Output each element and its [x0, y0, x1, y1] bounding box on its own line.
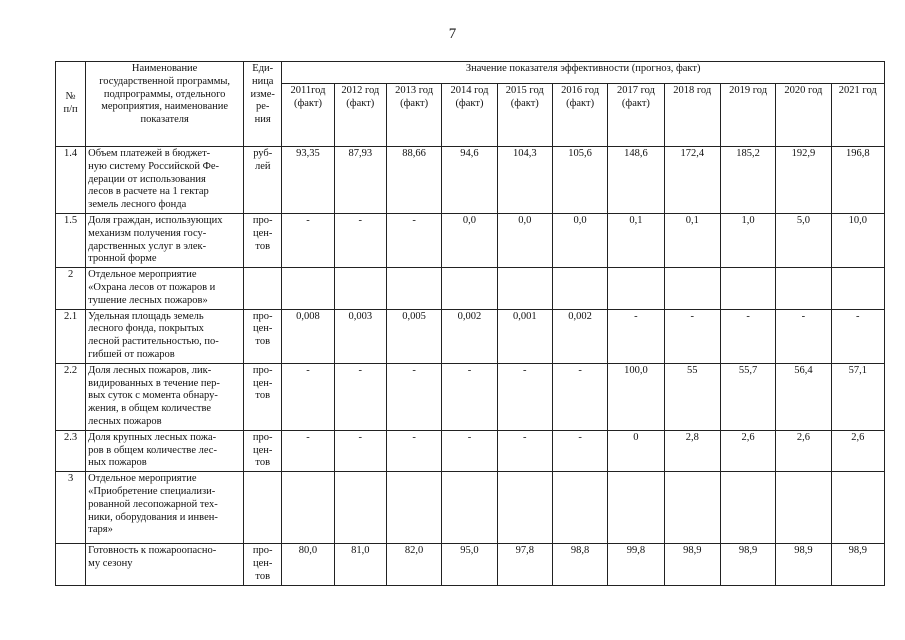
indicator-value: [442, 268, 497, 309]
efficiency-indicators-table: [55, 61, 885, 586]
row-number: 1.5: [56, 213, 86, 267]
indicator-value: -: [497, 430, 552, 471]
unit-of-measure: [244, 472, 282, 544]
indicator-value: -: [720, 309, 775, 363]
indicator-value: 0,002: [552, 309, 607, 363]
indicator-value: [334, 268, 386, 309]
header-year: 2016 год (факт): [552, 84, 607, 147]
header-year: 2012 год (факт): [334, 84, 386, 147]
unit-of-measure: про- цен- тов: [244, 309, 282, 363]
indicator-value: 105,6: [552, 147, 607, 214]
indicator-value: 0,008: [282, 309, 334, 363]
table-row: [56, 147, 885, 214]
header-year: 2019 год: [720, 84, 775, 147]
header-year: 2020 год: [776, 84, 831, 147]
header-name: Наименование государственной программы, подпрограммы, отдельного мероприятия, наименование показателя: [86, 62, 244, 147]
indicator-value: 0,0: [442, 213, 497, 267]
indicator-value: -: [282, 363, 334, 430]
table-row: [56, 309, 885, 363]
indicator-value: 196,8: [831, 147, 884, 214]
indicator-value: 97,8: [497, 544, 552, 585]
row-number: 2.1: [56, 309, 86, 363]
header-indicator-values: Значение показателя эффективности (прогноз, факт): [282, 62, 885, 84]
indicator-value: [608, 268, 664, 309]
header-unit: Еди- ница изме- ре- ния: [244, 62, 282, 147]
indicator-value: [664, 268, 720, 309]
table-row: [56, 472, 885, 544]
indicator-value: 94,6: [442, 147, 497, 214]
indicator-name: Объем платежей в бюджет- ную систему Российской Фе- дерации от использования лесов в расчете на 1 гектар земель лесного фонда: [86, 147, 244, 214]
indicator-value: [386, 268, 441, 309]
indicator-value: [442, 472, 497, 544]
indicator-name: Доля граждан, использующих механизм получения госу- дарственных услуг в элек- тронной форме: [86, 213, 244, 267]
indicator-value: -: [776, 309, 831, 363]
indicator-name: Доля лесных пожаров, лик- видированных в течение пер- вых суток с момента обнару- жения, в общем количестве лесных пожаров: [86, 363, 244, 430]
indicator-value: 0,1: [608, 213, 664, 267]
indicator-value: -: [442, 430, 497, 471]
header-year: 2021 год: [831, 84, 884, 147]
header-year: 2011год (факт): [282, 84, 334, 147]
indicator-value: 2,6: [776, 430, 831, 471]
page-number: 7: [448, 26, 457, 42]
header-year: 2014 год (факт): [442, 84, 497, 147]
indicator-value: 0,003: [334, 309, 386, 363]
indicator-value: 0,1: [664, 213, 720, 267]
header-num: № п/п: [56, 62, 86, 147]
indicator-value: 80,0: [282, 544, 334, 585]
indicator-value: -: [552, 363, 607, 430]
indicator-value: [720, 472, 775, 544]
indicator-value: 104,3: [497, 147, 552, 214]
indicator-value: 0: [608, 430, 664, 471]
indicator-value: 148,6: [608, 147, 664, 214]
header-year: 2013 год (факт): [386, 84, 441, 147]
unit-of-measure: про- цен- тов: [244, 544, 282, 585]
indicator-value: [831, 268, 884, 309]
indicator-value: [776, 268, 831, 309]
unit-of-measure: [244, 268, 282, 309]
indicator-name: Отдельное мероприятие «Приобретение специализи- рованной лесопожарной тех- ники, оборудования и инвен- таря»: [86, 472, 244, 544]
indicator-value: [497, 268, 552, 309]
unit-of-measure: про- цен- тов: [244, 430, 282, 471]
indicator-value: 5,0: [776, 213, 831, 267]
indicator-value: [720, 268, 775, 309]
row-number: 2.3: [56, 430, 86, 471]
indicator-value: 98,9: [776, 544, 831, 585]
table-row: [56, 268, 885, 309]
indicator-value: -: [386, 430, 441, 471]
indicator-value: [497, 472, 552, 544]
indicator-value: 192,9: [776, 147, 831, 214]
indicator-value: 88,66: [386, 147, 441, 214]
indicator-value: [831, 472, 884, 544]
indicator-value: -: [334, 430, 386, 471]
indicator-value: 100,0: [608, 363, 664, 430]
indicator-value: 56,4: [776, 363, 831, 430]
indicator-value: [608, 472, 664, 544]
indicator-value: 81,0: [334, 544, 386, 585]
indicator-value: 55: [664, 363, 720, 430]
indicator-value: 1,0: [720, 213, 775, 267]
indicator-value: 0,0: [552, 213, 607, 267]
indicator-value: 55,7: [720, 363, 775, 430]
indicator-value: -: [497, 363, 552, 430]
indicator-value: -: [664, 309, 720, 363]
row-number: 2: [56, 268, 86, 309]
indicator-value: 2,6: [720, 430, 775, 471]
indicator-value: 98,9: [664, 544, 720, 585]
indicator-value: -: [282, 213, 334, 267]
indicator-value: -: [386, 363, 441, 430]
unit-of-measure: про- цен- тов: [244, 213, 282, 267]
indicator-value: [282, 472, 334, 544]
indicator-value: [386, 472, 441, 544]
table-row: [56, 544, 885, 585]
indicator-value: 0,0: [497, 213, 552, 267]
header-year: 2015 год (факт): [497, 84, 552, 147]
indicator-value: [282, 268, 334, 309]
indicator-value: -: [334, 213, 386, 267]
indicator-value: [552, 472, 607, 544]
indicator-value: 98,8: [552, 544, 607, 585]
indicator-value: 87,93: [334, 147, 386, 214]
indicator-name: Удельная площадь земель лесного фонда, покрытых лесной растительностью, по- гибшей от пожаров: [86, 309, 244, 363]
indicator-value: 0,001: [497, 309, 552, 363]
indicator-value: 82,0: [386, 544, 441, 585]
indicator-name: Отдельное мероприятие «Охрана лесов от пожаров и тушение лесных пожаров»: [86, 268, 244, 309]
indicator-value: -: [831, 309, 884, 363]
header-year: 2018 год: [664, 84, 720, 147]
indicator-value: [334, 472, 386, 544]
indicator-value: -: [442, 363, 497, 430]
indicator-value: [552, 268, 607, 309]
row-number: 3: [56, 472, 86, 544]
indicator-value: -: [552, 430, 607, 471]
table-row: [56, 363, 885, 430]
indicator-value: -: [608, 309, 664, 363]
indicator-value: 2,6: [831, 430, 884, 471]
indicator-value: 172,4: [664, 147, 720, 214]
indicator-name: Доля крупных лесных пожа- ров в общем количестве лес- ных пожаров: [86, 430, 244, 471]
indicator-value: 99,8: [608, 544, 664, 585]
indicator-value: -: [282, 430, 334, 471]
indicator-value: 0,005: [386, 309, 441, 363]
indicator-value: 185,2: [720, 147, 775, 214]
table-row: [56, 213, 885, 267]
unit-of-measure: руб- лей: [244, 147, 282, 214]
unit-of-measure: про- цен- тов: [244, 363, 282, 430]
row-number: 2.2: [56, 363, 86, 430]
indicator-value: 10,0: [831, 213, 884, 267]
indicator-value: 2,8: [664, 430, 720, 471]
indicator-value: [776, 472, 831, 544]
table-row: [56, 430, 885, 471]
indicator-name: Готовность к пожароопасно- му сезону: [86, 544, 244, 585]
indicator-value: 93,35: [282, 147, 334, 214]
row-number: [56, 544, 86, 585]
indicator-value: [664, 472, 720, 544]
indicator-value: 57,1: [831, 363, 884, 430]
indicator-value: -: [334, 363, 386, 430]
indicator-value: 0,002: [442, 309, 497, 363]
header-year: 2017 год (факт): [608, 84, 664, 147]
row-number: 1.4: [56, 147, 86, 214]
indicator-value: 95,0: [442, 544, 497, 585]
indicator-value: -: [386, 213, 441, 267]
indicator-value: 98,9: [831, 544, 884, 585]
indicator-value: 98,9: [720, 544, 775, 585]
